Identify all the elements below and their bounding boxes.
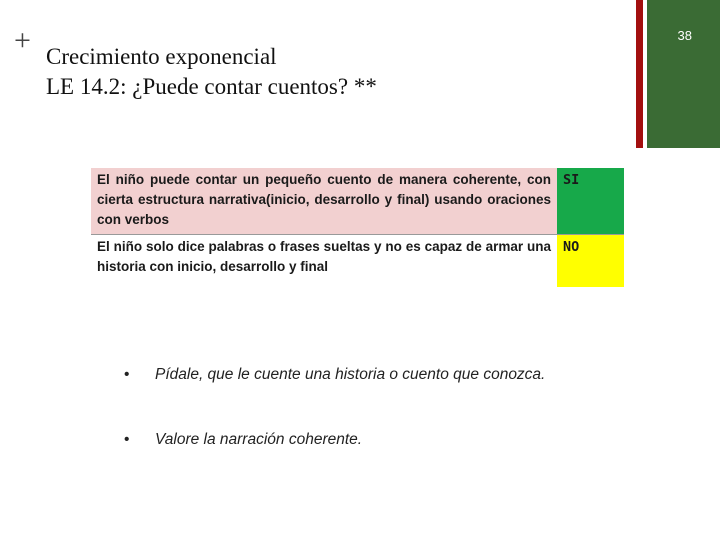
bullet-dot-icon: • (124, 366, 130, 383)
list-item (120, 431, 545, 496)
list-item-text: Pídale, que le cuente una historia o cuento que conozca. (155, 366, 546, 383)
accent-red-bar (636, 0, 643, 148)
row-description: El niño puede contar un pequeño cuento de manera coherente, con cierta estructura narrativa(inicio, desarrollo y final) usando oraciones con verbos (91, 168, 557, 235)
table-row-no (91, 235, 624, 288)
result-no-badge: NO (557, 235, 624, 288)
page-number: 38 (677, 28, 692, 43)
table-row-si (91, 168, 624, 235)
title-line-2: LE 14.2: ¿Puede contar cuentos? ** (46, 74, 377, 99)
evaluation-table (91, 168, 624, 287)
slide-title (46, 42, 377, 102)
result-si-badge: SI (557, 168, 624, 235)
accent-green-block (647, 0, 720, 148)
plus-icon: + (14, 24, 31, 57)
title-line-1: Crecimiento exponencial (46, 44, 277, 69)
list-item-text: Valore la narración coherente. (155, 431, 363, 448)
instruction-list (120, 366, 545, 496)
list-item (120, 366, 545, 431)
row-description: El niño solo dice palabras o frases sueltas y no es capaz de armar una historia con inicio, desarrollo y final (91, 235, 557, 288)
bullet-dot-icon: • (124, 431, 130, 448)
